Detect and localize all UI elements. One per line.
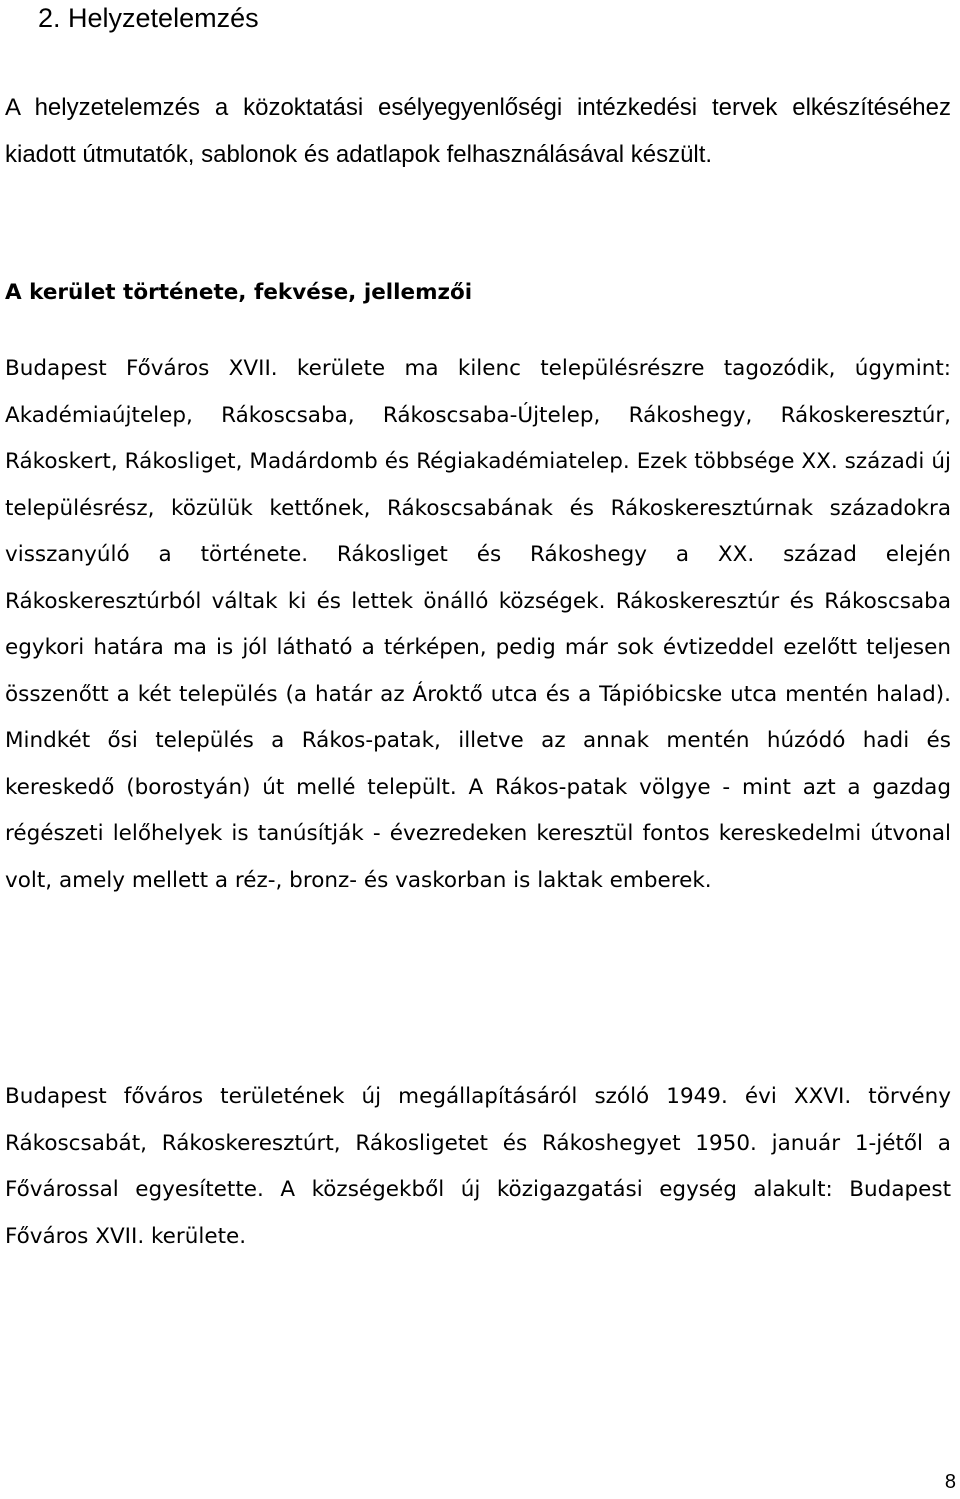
section-heading: 2. Helyzetelemzés [38, 3, 259, 33]
law-paragraph: Budapest főváros területének új megállapításáról szóló 1949. évi XXVI. törvény Rákoscsabát, Rákoskeresztúrt, Rákosligetet és Rákoshegyet 1950. január 1-jétől a Fővárossal egyesítette. A községekből új közigazgatási egység alakult: Budapest Főváros XVII. kerülete. [5, 1084, 951, 1249]
intro-paragraph: A helyzetelemzés a közoktatási esélyegyenlőségi intézkedési tervek elkészítéséhez kiadott útmutatók, sablonok és adatlapok felhasználásával készült. [5, 94, 951, 168]
history-paragraph: Budapest Főváros XVII. kerülete ma kilenc településrészre tagozódik, úgymint: Akadémiaújtelep, Rákoscsaba, Rákoscsaba-Újtelep, Rákoshegy, Rákoskeresztúr, Rákoskert, Rákosliget, Madárdomb és Régiakadémiatelep. Ezek többsége XX. századi új településrész, közülük kettőnek, Rákoscsabának és Rákoskeresztúrnak századokra visszanyúló a története. Rákosliget és Rákoshegy a XX. század elején Rákoskeresztúrból váltak ki és lettek önálló községek. Rákoskeresztúr és Rákoscsaba egykori határa ma is jól látható a térképen, pedig már sok évtizeddel ezelőtt teljesen összenőtt a két település (a határ az Ároktő utca és a Tápióbicske utca mentén halad). Mindkét ősi település a Rákos-patak, illetve az annak mentén húzódó hadi és kereskedő (borostyán) út mellé települt. A Rákos-patak völgye - mint azt a gazdag régészeti lelőhelyek is tanúsítják - évezredeken keresztül fontos kereskedelmi útvonal volt, amely mellett a réz-, bronz- és vaskorban is laktak emberek. [5, 356, 951, 893]
subheading: A kerület története, fekvése, jellemzői [5, 280, 473, 305]
page-number: 8 [944, 1471, 956, 1493]
